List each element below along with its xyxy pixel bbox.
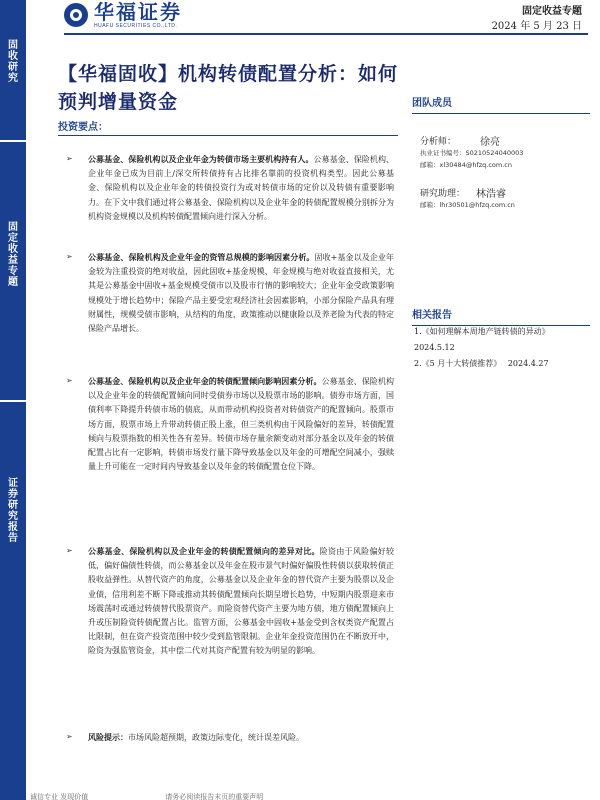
arrow-bullet-icon: ➢ <box>66 546 73 555</box>
sidebar-divider <box>0 400 26 402</box>
point-2-text: 固收+基金以及企业年金较为注重投资的绝对收益，因此固收+基金规模、年金规模与绝对收益直接相关，尤其是公募基金中固收+基金规模受债市以及股市行情的影响较大；企业年金受政策影响规模处于增长趋势中；保险产品主要受宏观经济社会因素影响，小部分保险产品具有理财属性，规模受债市影响，从结构的角度，政策推动以健康险以及养老险为代表的特定保险产品增长。 <box>88 253 395 334</box>
huafu-logo-icon <box>64 3 88 27</box>
related-reports-section <box>412 306 590 326</box>
investment-point-1 <box>66 152 395 224</box>
left-sidebar <box>0 0 26 800</box>
analyst-cert: 执业证书编号：S0210524040003 <box>420 149 524 157</box>
related-report-1 <box>414 326 594 354</box>
assistant-email: 邮箱：lhr30501@hfzq.com.cn <box>420 201 515 209</box>
point-4-bold: 公募基金、保险机构以及企业年金的转债配置倾向的差异对比。 <box>88 546 320 556</box>
report-title <box>58 60 408 116</box>
related-report-1-date: 2024.5.12 <box>414 343 455 352</box>
assistant-name: 林浩睿 <box>476 189 506 200</box>
related-report-2-date: 2024.4.27 <box>507 359 549 368</box>
title-line-2: 预判增量资金 <box>58 91 179 113</box>
report-type: 固定收益专题 <box>522 6 582 17</box>
analyst-label: 分析师： <box>420 137 457 147</box>
point-1-bold: 公募基金、保险机构以及企业年金为转债市场主要机构持有人。 <box>88 154 314 164</box>
related-reports-heading: 相关报告 <box>412 306 590 326</box>
arrow-bullet-icon: ➢ <box>66 732 73 741</box>
point-3-bold: 公募基金、保险机构以及企业年金的转债配置倾向影响因素分析。 <box>88 376 322 386</box>
sidebar-label-topic: 固 定 收 益 专 题 <box>8 222 18 288</box>
investment-point-4 <box>66 544 395 659</box>
title-line-1: 【华福固收】机构转债配置分析：如何 <box>58 63 399 85</box>
investment-point-2 <box>66 250 395 336</box>
main-content <box>58 118 398 136</box>
sidebar-label-fixed-income-research: 固 收 研 究 <box>8 40 18 84</box>
arrow-bullet-icon: ➢ <box>66 376 73 385</box>
team-heading: 团队成员 <box>412 94 590 114</box>
company-logo <box>64 0 182 30</box>
risk-warning <box>66 730 394 745</box>
sidebar-label-research-report: 证 券 研 究 报 告 <box>8 478 18 544</box>
page-footer: 诚信专业 发现价值 请务必阅读报告末页的重要声明 <box>30 793 264 800</box>
point-3-text: 公募基金、保险机构以及企业年金的转债配置倾向同时受债券市场以及股票市场的影响。债券市场方面，国债利率下降提升转债市场的债底，从而带动机构投资者对转债资产的配置倾向。股票市场方面，股票市场上升带动转债正股上涨，但三类机构由于风险偏好的差异，转债配置倾向与股票指数的相关性各有差异。转债市场存量余额变动对部分基金以及年金的转债配置占比有一定影响，转债市场发行量下降导致基金以及年金的可增配空间减小，强赎量上升可能在一定时间内导致基金以及年金的转债配置仓位下降。 <box>88 377 395 472</box>
page-header <box>0 0 600 34</box>
related-report-1-title: 1.《如何理解本周地产链转债的异动》 <box>414 327 550 336</box>
point-1-text: 公募基金、保险机构、企业年金已成为目前上/深交所转债持有占比排名靠前的投资机构类型。因此公募基金、保险机构以及企业年金的转债投资行为或对转债市场的定价以及转债有重要影响力。在下文中我们通过将公募基金、保险机构以及企业年金的转债配置规模分别拆分为机构资金规模以及机构转债配置倾向进行深入分析。 <box>88 155 395 221</box>
report-date: 2024 年 5 月 23 日 <box>491 21 582 32</box>
arrow-bullet-icon: ➢ <box>66 154 73 163</box>
sidebar-divider <box>0 140 26 142</box>
assistant-label: 研究助理： <box>420 189 466 199</box>
risk-warning-text: 市场风险超预期，政策边际变化，统计误差风险。 <box>128 733 304 742</box>
analyst-name: 徐亮 <box>480 137 500 148</box>
analyst-email: 邮箱：xl30484@hfzq.com.cn <box>420 161 512 169</box>
risk-warning-label: 风险提示： <box>88 732 128 742</box>
point-2-bold: 公募基金、保险机构及企业年金的资管总规模的影响因素分析。 <box>88 252 315 262</box>
point-4-text: 险资由于风险偏好较低，偏好偏债性转债，而公募基金以及年金在股市景气时偏好偏股性转债以获取转债正股收益弹性。从替代资产的角度，公募基金以及企业年金的替代资产主要为股票以及企业债，信用利差不断下降或推动其转债配置倾向长期呈增长趋势，中短期内股票迎来市场震荡时或通过转债替代股票资产。而险资替代资产主要为地方债，地方债配置倾向上升或压制险资转债配置占比。监管方面，公募基金中固收+基金受到含权类资产配置占比限制，但在资产投资范围中较少受到监管限制。企业年金投资范围仍在不断放开中，险资为强监管资金，其中偿二代对其资产配置有较为明显的影响。 <box>88 547 395 656</box>
related-report-2 <box>414 358 594 370</box>
logo-english-name: HUAFU SECURITIES CO.,LTD. <box>94 23 178 29</box>
investment-point-3 <box>66 374 395 474</box>
investment-points-heading: 投资要点： <box>58 118 398 136</box>
arrow-bullet-icon: ➢ <box>66 252 73 261</box>
related-report-2-title: 2.《5 月十大转债推荐》 <box>414 359 502 368</box>
logo-chinese-name: 华福证券 <box>94 0 182 24</box>
team-section <box>412 94 590 114</box>
header-divider <box>64 33 588 35</box>
